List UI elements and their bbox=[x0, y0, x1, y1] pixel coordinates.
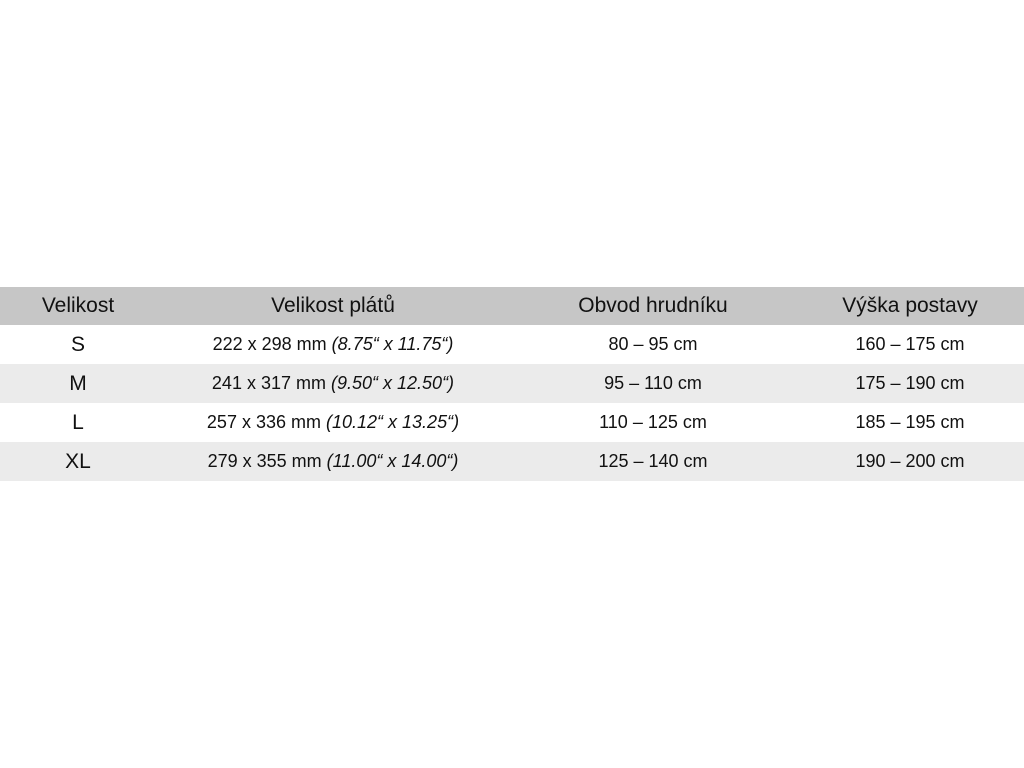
table-row bbox=[0, 325, 1024, 364]
cell-size: L bbox=[0, 403, 156, 442]
cell-height: 160 – 175 cm bbox=[796, 325, 1024, 364]
cell-size: M bbox=[0, 364, 156, 403]
cell-height: 185 – 195 cm bbox=[796, 403, 1024, 442]
plate-mm: 279 x 355 mm bbox=[207, 451, 322, 471]
plate-inches: (11.00“ x 14.00“) bbox=[326, 451, 459, 471]
header-height: Výška postavy bbox=[796, 287, 1024, 325]
plate-inches: (8.75“ x 11.75“) bbox=[331, 334, 454, 354]
table-row bbox=[0, 364, 1024, 403]
cell-height: 175 – 190 cm bbox=[796, 364, 1024, 403]
cell-size: S bbox=[0, 325, 156, 364]
size-chart-table bbox=[0, 287, 1024, 481]
table-row bbox=[0, 442, 1024, 481]
table-row bbox=[0, 403, 1024, 442]
cell-plate-size bbox=[156, 442, 510, 481]
cell-plate-size bbox=[156, 364, 510, 403]
cell-plate-size bbox=[156, 403, 510, 442]
cell-size: XL bbox=[0, 442, 156, 481]
cell-chest: 95 – 110 cm bbox=[510, 364, 796, 403]
plate-mm: 257 x 336 mm bbox=[206, 412, 321, 432]
header-plate-size: Velikost plátů bbox=[156, 287, 510, 325]
table-header-row bbox=[0, 287, 1024, 325]
cell-height: 190 – 200 cm bbox=[796, 442, 1024, 481]
plate-inches: (10.12“ x 13.25“) bbox=[326, 412, 460, 432]
header-size: Velikost bbox=[0, 287, 156, 325]
cell-plate-size bbox=[156, 325, 510, 364]
plate-inches: (9.50“ x 12.50“) bbox=[331, 373, 455, 393]
plate-mm: 241 x 317 mm bbox=[211, 373, 326, 393]
header-chest: Obvod hrudníku bbox=[510, 287, 796, 325]
plate-mm: 222 x 298 mm bbox=[212, 334, 327, 354]
cell-chest: 125 – 140 cm bbox=[510, 442, 796, 481]
cell-chest: 110 – 125 cm bbox=[510, 403, 796, 442]
cell-chest: 80 – 95 cm bbox=[510, 325, 796, 364]
